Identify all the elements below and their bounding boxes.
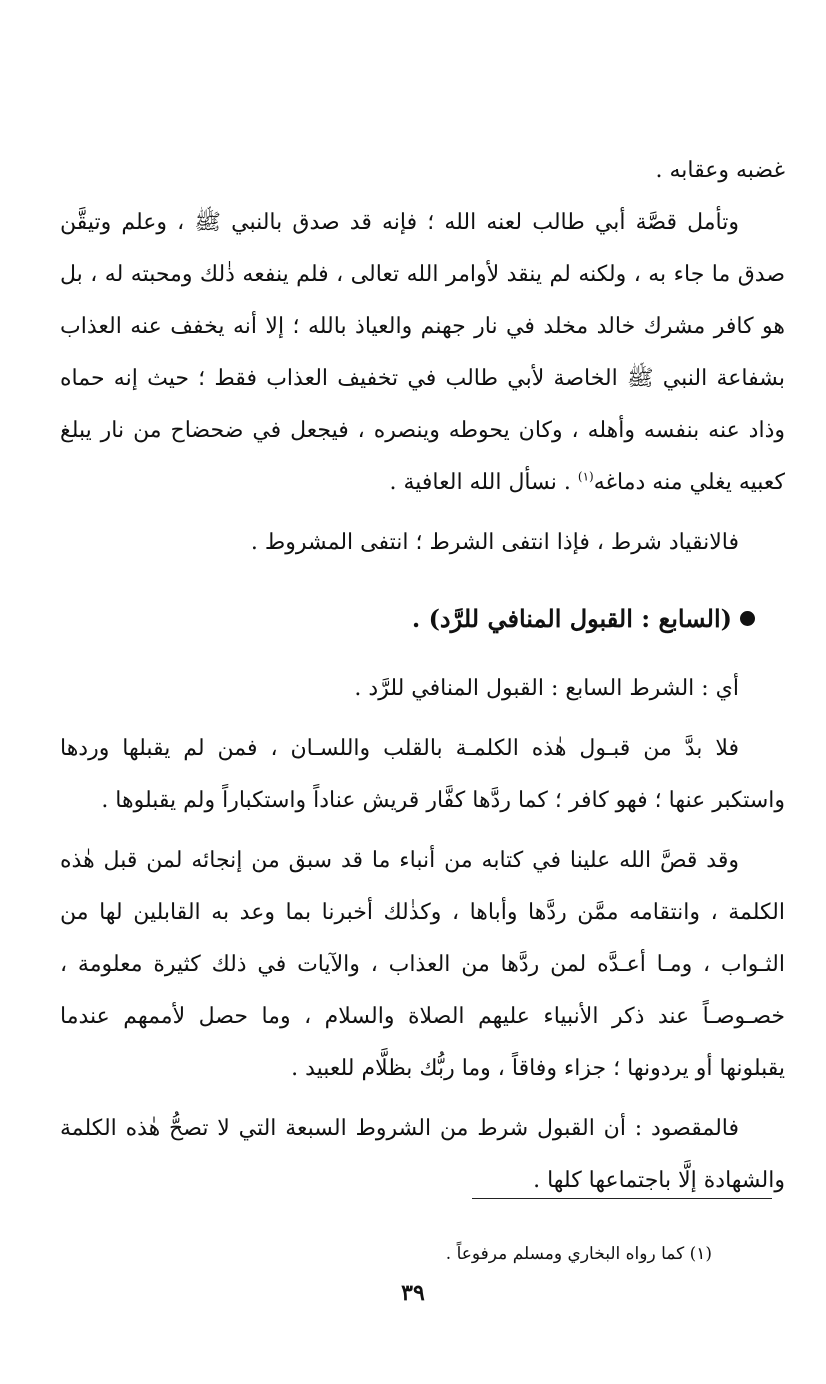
footnote-reference: (١) (577, 469, 594, 484)
section-heading (60, 591, 785, 647)
page-number: ٣٩ (401, 1280, 425, 1306)
paragraph-acceptance: فلا بدَّ من قبـول هٰذه الكلمـة بالقلب واللسـان ، فمن لم يقبلها وردها واستكبر عنها ؛ فهو كافر ؛ كما ردَّها كفَّار قريش عناداً واستكباراً ولم يقبلوها . (60, 736, 785, 813)
paragraph-abu-talib-ending: . نسأل الله العافية . (389, 470, 571, 495)
bullet-icon (740, 611, 755, 626)
page-body (60, 145, 785, 1207)
paragraph-seventh-condition: أي : الشرط السابع : القبول المنافي للرَّد . (354, 676, 739, 701)
section-heading-text: (السابع : القبول المنافي للرَّد) . (411, 604, 732, 633)
paragraph-continuation: غضبه وعقابه . (655, 158, 785, 183)
paragraph-conclusion: فالمقصود : أن القبول شرط من الشروط السبعة التي لا تصحُّ هٰذه الكلمة والشهادة إلَّا باجتماعها كلها . (60, 1116, 785, 1193)
paragraph-abu-talib (60, 197, 785, 509)
footnote: (١) كما رواه البخاري ومسلم مرفوعاً . (445, 1244, 712, 1264)
footnote-separator (472, 1198, 772, 1199)
paragraph-abu-talib-text: وتأمل قصَّة أبي طالب لعنه الله ؛ فإنه قد صدق بالنبي ﷺ ، وعلم وتيقَّن صدق ما جاء به ، ولكنه لم ينقد لأوامر الله تعالى ، فلم ينفعه ذٰلك ومحبته له ، بل هو كافر مشرك خالد مخلد في نار جهنم والعياذ بالله ؛ إلا أنه يخفف عنه العذاب بشفاعة النبي ﷺ الخاصة لأبي طالب في تخفيف العذاب فقط ؛ حيث إنه حماه وذاد عنه بنفسه وأهله ، وكان يحوطه وينصره ، فيجعل في ضحضاح من نار يبلغ كعبيه يغلي منه دماغه (60, 210, 785, 495)
paragraph-quran-stories: وقد قصَّ الله علينا في كتابه من أنباء ما قد سبق من إنجائه لمن قبل هٰذه الكلمة ، وانتقامه ممَّن ردَّها وأباها ، وكذٰلك أخبرنا بما وعد به القابلين لها من الثـواب ، ومـا أعـدَّه لمن ردَّها من العذاب ، والآيات في ذلك كثيرة معلومة ، خصـوصـاً عند ذكر الأنبياء عليهم الصلاة والسلام ، وما حصل لأممهم عندما يقبلونها أو يردونها ؛ جزاء وفاقاً ، وما ربُّك بظلَّام للعبيد . (60, 848, 785, 1081)
paragraph-submission-condition: فالانقياد شرط ، فإذا انتفى الشرط ؛ انتفى المشروط . (250, 530, 739, 555)
